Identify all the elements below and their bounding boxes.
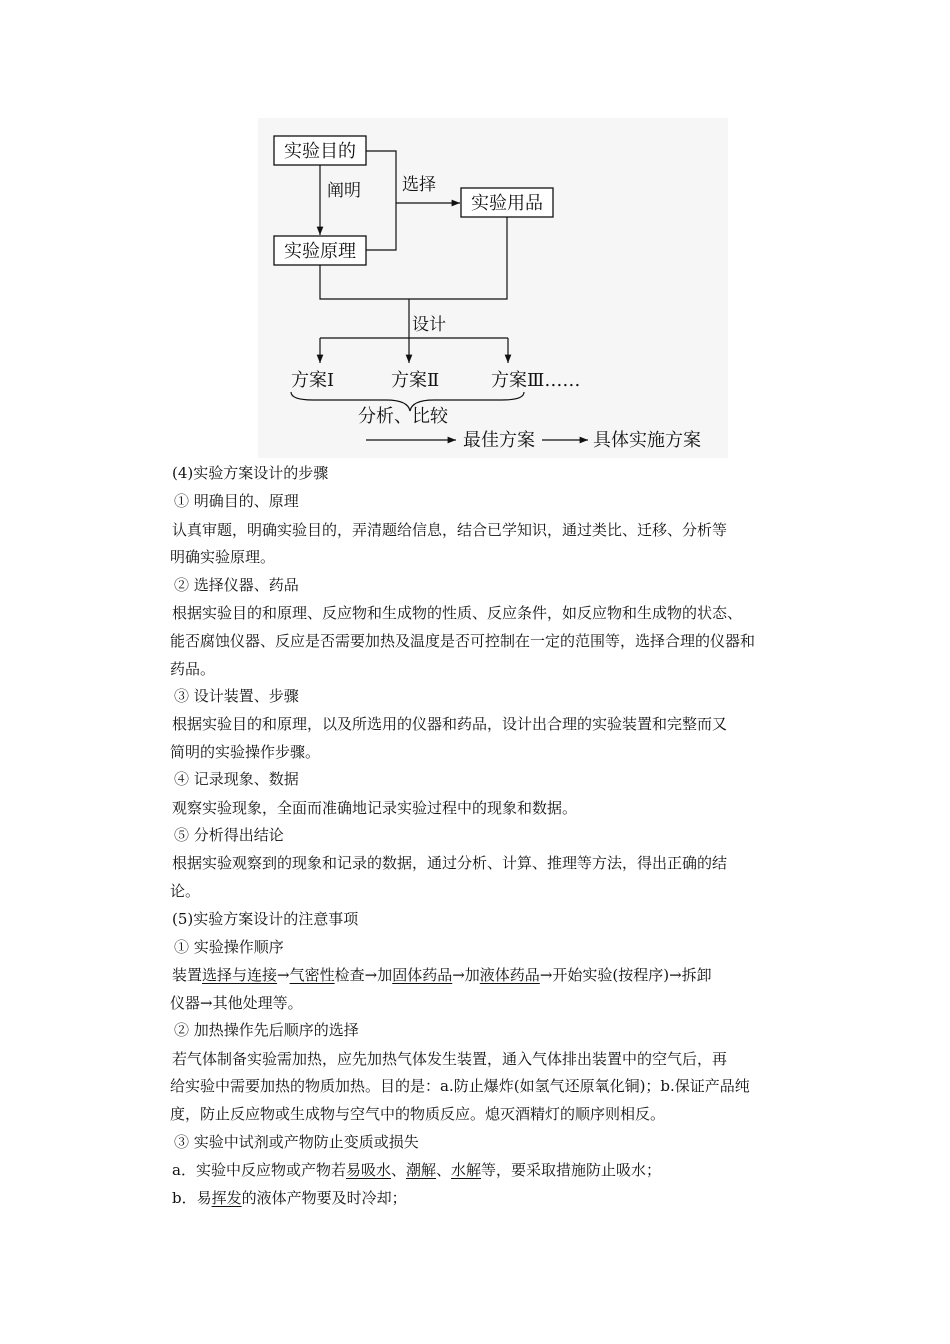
step-4-title: ④ 记录现象、数据 <box>174 770 299 788</box>
step-5-line-2: 论。 <box>170 882 201 900</box>
plan2-label: 方案Ⅱ <box>391 370 440 391</box>
supplies-label: 实验用品 <box>471 193 543 214</box>
final-plan-label: 具体实施方案 <box>593 430 701 451</box>
underlined-term: 挥发 <box>211 1189 242 1207</box>
note-2-title: ② 加热操作先后顺序的选择 <box>174 1021 359 1039</box>
goal-label: 实验目的 <box>284 141 356 162</box>
note-3-item-b: b．易挥发的液体产物要及时冷却； <box>172 1189 407 1207</box>
underlined-term: 气密性 <box>289 966 335 984</box>
note-3-item-a: a．实验中反应物或产物若易吸水、潮解、水解等，要采取措施防止吸水； <box>172 1161 662 1179</box>
plan3-label: 方案Ⅲ…… <box>491 370 581 391</box>
step-3-line-2: 简明的实验操作步骤。 <box>170 743 321 761</box>
design-label: 设计 <box>412 315 446 335</box>
plan1-label: 方案Ⅰ <box>291 370 335 391</box>
step-2-line-1: 根据实验目的和原理、反应物和生成物的性质、反应条件，如反应物和生成物的状态、 <box>172 604 743 622</box>
note-2-line-1: 若气体制备实验需加热，应先加热气体发生装置，通入气体排出装置中的空气后，再 <box>172 1050 728 1068</box>
select-label: 选择 <box>402 175 436 195</box>
step-5-line-1: 根据实验观察到的现象和记录的数据，通过分析、计算、推理等方法，得出正确的结 <box>172 854 728 872</box>
step-4-line-1: 观察实验现象，全面而准确地记录实验过程中的现象和数据。 <box>172 799 578 817</box>
step-1-title: ① 明确目的、原理 <box>174 492 299 510</box>
clarify-label: 阐明 <box>327 181 361 201</box>
note-1-line-1: 装置选择与连接→气密性检查→加固体药品→加液体药品→开始实验(按程序)→拆卸 <box>172 966 712 984</box>
underlined-term: 潮解 <box>405 1161 436 1179</box>
step-2-title: ② 选择仪器、药品 <box>174 576 299 594</box>
step-2-line-3: 药品。 <box>170 660 216 678</box>
note-1-title: ① 实验操作顺序 <box>174 938 284 956</box>
step-5-title: ⑤ 分析得出结论 <box>174 826 284 844</box>
underlined-term: 易吸水 <box>345 1161 391 1179</box>
compare-label: 分析、比较 <box>358 406 448 427</box>
note-2-line-2: 给实验中需要加热的物质加热。目的是：a.防止爆炸(如氢气还原氧化铜)；b.保证产品纯 <box>170 1077 750 1095</box>
note-3-title: ③ 实验中试剂或产物防止变质或损失 <box>174 1133 419 1151</box>
section-heading-4: (4)实验方案设计的步骤 <box>172 464 329 482</box>
step-1-line-1: 认真审题，明确实验目的，弄清题给信息，结合已学知识，通过类比、迁移、分析等 <box>172 521 728 539</box>
section-heading-5: (5)实验方案设计的注意事项 <box>172 910 359 928</box>
step-2-line-2: 能否腐蚀仪器、反应是否需要加热及温度是否可控制在一定的范围等，选择合理的仪器和 <box>170 632 756 650</box>
underlined-term: 固体药品 <box>392 966 453 984</box>
flow-diagram <box>258 118 728 458</box>
underlined-term: 选择与连接 <box>202 966 278 984</box>
principle-label: 实验原理 <box>284 241 356 262</box>
step-1-line-2: 明确实验原理。 <box>170 548 276 566</box>
note-2-line-3: 度，防止反应物或生成物与空气中的物质反应。熄灭酒精灯的顺序则相反。 <box>170 1105 666 1123</box>
note-1-line-2: 仪器→其他处理等。 <box>170 994 303 1012</box>
step-3-title: ③ 设计装置、步骤 <box>174 687 299 705</box>
underlined-term: 水解 <box>451 1161 482 1179</box>
best-plan-label: 最佳方案 <box>463 430 535 451</box>
step-3-line-1: 根据实验目的和原理，以及所选用的仪器和药品，设计出合理的实验装置和完整而又 <box>172 715 728 733</box>
underlined-term: 液体药品 <box>479 966 540 984</box>
